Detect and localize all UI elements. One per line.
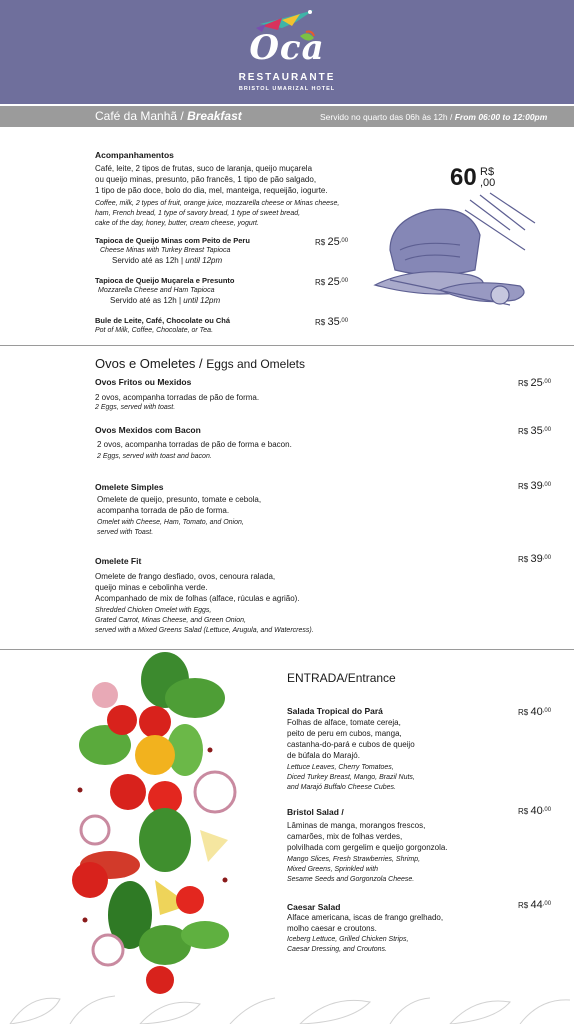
logo-restaurant-label: RESTAURANTE [238, 72, 336, 83]
salad-bristol-pt-3: polvilhada com gergelim e queijo gorgonzola. [287, 843, 448, 852]
eggs-bacon-pt: 2 ovos, acompanha torradas de pão de forma e bacon. [97, 440, 292, 449]
salad-tropical-pt-3: castanha-do-pará e cubos de queijo [287, 740, 415, 749]
salad-bristol-name: Bristol Salad / [287, 807, 344, 817]
eggs-fried-price: R$ $25^{,00}$ [518, 377, 552, 389]
accompaniments-en-1: Coffee, milk, 2 types of fruit, orange juice, mozzarella cheese or Minas cheese, [95, 200, 340, 207]
eggs-section-title: Ovos e Omeletes / Eggs and Omelets [95, 356, 305, 371]
omelet-simple-en-2: served with Toast. [97, 529, 154, 536]
omelet-fit-pt-1: Omelete de frango desfiado, ovos, cenoura ralada, [95, 572, 276, 581]
breakfast-title: Café da Manhã / Breakfast [95, 109, 242, 123]
eggs-fried-pt: 2 ovos, acompanha torradas de pão de forma. [95, 393, 260, 402]
omelet-simple-en-1: Omelet with Cheese, Ham, Tomato, and Onion, [97, 519, 244, 526]
eggs-fried-en: 2 Eggs, served with toast. [95, 404, 176, 411]
tapioca-mozzarella-served: Servido até as 12h | until 12pm [110, 296, 221, 305]
tapioca-minas-en: Cheese Minas with Turkey Breast Tapioca [100, 247, 231, 254]
omelet-simple-pt-2: acompanha torrada de pão de forma. [97, 506, 230, 515]
vegetables-illustration [60, 650, 245, 995]
bread-illustration [370, 190, 540, 315]
combo-price-decimals: ,00 [480, 177, 496, 189]
salad-caesar-en-2: Caesar Dressing, and Croutons. [287, 946, 387, 953]
salad-caesar-en-1: Iceberg Lettuce, Grilled Chicken Strips, [287, 936, 409, 943]
salad-bristol-en-3: Sesame Seeds and Gorgonzola Cheese. [287, 876, 415, 883]
leaf-pattern-footer [0, 994, 574, 1024]
salad-tropical-en-2: Diced Turkey Breast, Mango, Brazil Nuts, [287, 774, 415, 781]
combo-price-int: 60 [450, 164, 477, 191]
accompaniments-pt-3: 1 tipo de pão doce, bolo do dia, mel, manteiga, requeijão, iogurte. [95, 186, 328, 195]
combo-price-currency: R$ [480, 166, 495, 178]
accompaniments-pt-1: Café, leite, 2 tipos de frutas, suco de laranja, queijo muçarela [95, 164, 313, 173]
salad-tropical-price: R$ $40^{,00}$ [518, 706, 552, 718]
accompaniments-en-3: cake of the day, honey, butter, cream cheese, yogurt. [95, 220, 259, 227]
tapioca-minas-served: Servido até as 12h | until 12pm [112, 256, 223, 265]
eggs-bacon-name: Ovos Mexidos com Bacon [95, 425, 201, 435]
salad-bristol-price: R$ $40^{,00}$ [518, 805, 552, 817]
salad-caesar-pt-2: molho caesar e croutons. [287, 924, 377, 933]
omelet-simple-name: Omelete Simples [95, 482, 164, 492]
salad-tropical-pt-1: Folhas de alface, tomate cereja, [287, 718, 401, 727]
tapioca-mozzarella-en: Mozzarella Cheese and Ham Tapioca [98, 287, 215, 294]
pot-drink-price: R$ $35^{,00}$ [315, 316, 349, 328]
divider [0, 345, 574, 346]
salad-tropical-name: Salada Tropical do Pará [287, 706, 383, 716]
salad-caesar-price: R$ $44^{,00}$ [518, 899, 552, 911]
tapioca-minas-price: R$ $25^{,00}$ [315, 236, 349, 248]
salad-tropical-pt-2: peito de peru em cubos, manga, [287, 729, 402, 738]
accompaniments-en-2: ham, French bread, 1 type of savory bread, 1 type of sweet bread, [95, 210, 301, 217]
salad-caesar-name: Caesar Salad [287, 902, 341, 912]
omelet-fit-en-1: Shredded Chicken Omelet with Eggs, [95, 607, 212, 614]
eggs-fried-name: Ovos Fritos ou Mexidos [95, 377, 192, 387]
eggs-bacon-price: R$ $35^{,00}$ [518, 425, 552, 437]
omelet-fit-pt-2: queijo minas e cebolinha verde. [95, 583, 208, 592]
tapioca-mozzarella-name: Tapioca de Queijo Muçarela e Presunto [95, 276, 235, 285]
tapioca-mozzarella-price: R$ $25^{,00}$ [315, 276, 349, 288]
salad-bristol-en-1: Mango Slices, Fresh Strawberries, Shrimp, [287, 856, 421, 863]
salad-tropical-en-1: Lettuce Leaves, Cherry Tomatoes, [287, 764, 394, 771]
breakfast-serving-hours: Servido no quarto das 06h às 12h / From 06:00 to 12:00pm [320, 112, 548, 122]
omelet-simple-price: R$ $39^{,00}$ [518, 480, 552, 492]
entrance-section-title: ENTRADA/Entrance [287, 671, 396, 685]
salad-tropical-en-3: and Marajó Buffalo Cheese Cubes. [287, 784, 396, 791]
omelet-fit-name: Omelete Fit [95, 556, 142, 566]
accompaniments-title: Acompanhamentos [95, 150, 174, 160]
accompaniments-pt-2: ou queijo minas, presunto, pão francês, 1 tipo de pão salgado, [95, 175, 317, 184]
salad-tropical-pt-4: de búfala do Marajó. [287, 751, 360, 760]
salad-bristol-en-2: Mixed Greens, Sprinkled with [287, 866, 379, 873]
omelet-fit-en-3: served with a Mixed Greens Salad (Lettuce, Arugula, and Watercress). [95, 627, 314, 634]
omelet-fit-price: R$ $39^{,00}$ [518, 553, 552, 565]
salad-caesar-pt-1: Alface americana, iscas de frango grelhado, [287, 913, 444, 922]
tapioca-minas-name: Tapioca de Queijo Minas com Peito de Peru [95, 236, 250, 245]
salad-bristol-pt-2: camarões, mix de folhas verdes, [287, 832, 403, 841]
omelet-simple-pt-1: Omelete de queijo, presunto, tomate e cebola, [97, 495, 262, 504]
eggs-bacon-en: 2 Eggs, served with toast and bacon. [97, 453, 212, 460]
omelet-fit-pt-3: Acompanhado de mix de folhas (alface, rúculas e agrião). [95, 594, 300, 603]
pot-drink-en: Pot of Milk, Coffee, Chocolate, or Tea. [95, 327, 214, 334]
salad-bristol-pt-1: Lâminas de manga, morangos frescos, [287, 821, 426, 830]
logo-wordmark: Oca [249, 28, 325, 68]
omelet-fit-en-2: Grated Carrot, Minas Cheese, and Green Onion, [95, 617, 246, 624]
logo-hotel-label: BRISTOL UMARIZAL HOTEL [238, 86, 336, 92]
pot-drink-name: Bule de Leite, Café, Chocolate ou Chá [95, 316, 231, 325]
